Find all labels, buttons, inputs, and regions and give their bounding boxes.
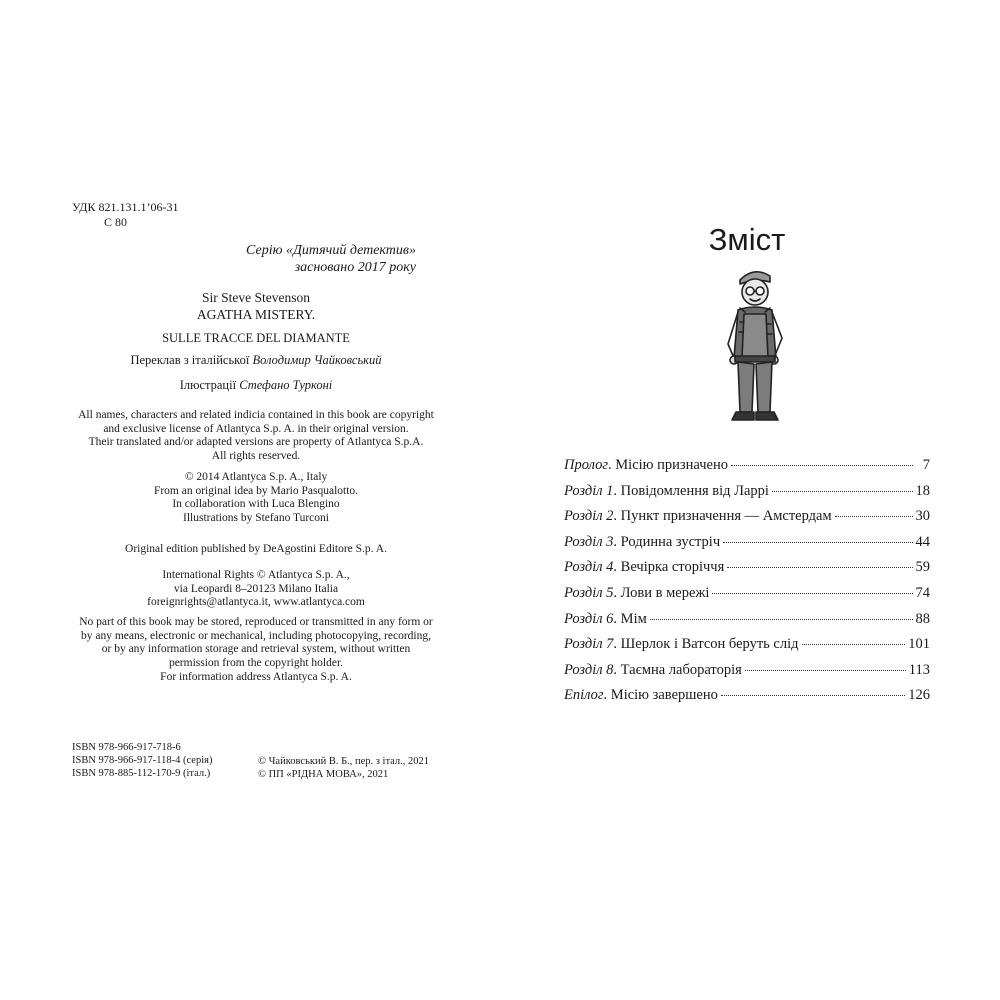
toc-entry-label <box>564 534 720 551</box>
toc-entry[interactable] <box>564 508 930 534</box>
toc-entry[interactable] <box>564 534 930 560</box>
intl-line: International Rights © Atlantyca S.p. A., <box>162 569 350 581</box>
toc-entry-prefix: Розділ 1 <box>564 482 614 499</box>
translation-label: Переклав з італійської <box>130 353 250 367</box>
toc-leader-dots <box>745 670 906 671</box>
series-note <box>96 242 416 276</box>
toc-leader-dots <box>650 619 913 620</box>
toc-page-number: 30 <box>915 508 930 525</box>
original-author: Sir Steve Stevenson <box>202 290 310 305</box>
toc-entry-prefix: Епілог <box>564 687 604 704</box>
toc-entry-label <box>564 483 769 500</box>
illustrator-credit <box>56 378 456 393</box>
toc-entry[interactable] <box>564 457 930 483</box>
contents-title: Зміст <box>708 222 786 257</box>
toc-page-number: 113 <box>908 661 930 678</box>
toc-entry-title: . Пункт призначення — Амстердам <box>613 508 832 525</box>
rights-line: and exclusive license of Atlantyca S.p. A. in their original version. <box>103 422 409 435</box>
toc-entry-label <box>564 662 742 679</box>
isbn-line: ISBN 978-885-112-170-9 (італ.) <box>72 768 211 779</box>
copyright-notice <box>56 471 456 526</box>
toc-entry-prefix: Розділ 2 <box>564 508 614 525</box>
series-note-line-2: засновано 2017 року <box>294 260 416 275</box>
toc-entry-label <box>564 559 724 576</box>
isbn-line: ISBN 978-966-917-718-6 <box>72 742 181 753</box>
original-subtitle: SULLE TRACCE DEL DIAMANTE <box>162 331 350 345</box>
toc-entry-label <box>564 611 647 628</box>
copyright-line: In collaboration with Luca Blengino <box>172 498 340 511</box>
toc-entry[interactable] <box>564 483 930 509</box>
udk-author-code: С 80 <box>104 215 128 229</box>
international-rights <box>56 569 456 610</box>
toc-page-number: 18 <box>915 482 930 499</box>
toc-entry-prefix: Розділ 3 <box>564 533 614 550</box>
copyright-line: From an original idea by Mario Pasqualotto. <box>153 484 359 497</box>
toc-entry-title: . Лови в мережі <box>613 584 710 601</box>
toc-leader-dots <box>723 542 912 543</box>
copyright-line: Illustrations by Stefano Turconi <box>183 512 329 525</box>
toc-entry-prefix: Розділ 7 <box>564 636 614 653</box>
copyright-line: © 2014 Atlantyca S.p. A., Italy <box>184 471 328 483</box>
ua-copyright-line: © ПП «РІДНА МОВА», 2021 <box>258 769 389 780</box>
toc-entry[interactable] <box>564 585 930 611</box>
rights-line: All rights reserved. <box>211 450 301 463</box>
intl-line: foreignrights@atlantyca.it, www.atlantyca.com <box>147 596 365 609</box>
isbn-line: ISBN 978-966-917-118-4 (серія) <box>72 755 213 766</box>
rights-line: All names, characters and related indicia contained in this book are copyright <box>78 409 434 421</box>
noreproduction-line: For information address Atlantyca S.p. A. <box>160 670 352 683</box>
translator-credit <box>56 353 456 368</box>
toc-entry-prefix: Розділ 5 <box>564 584 614 601</box>
original-title: AGATHA MISTERY. <box>196 307 316 322</box>
noreproduction-line: No part of this book may be stored, reproduced or transmitted in any form or <box>79 616 433 628</box>
udk-number: УДК 821.131.1’06-31 <box>72 200 179 214</box>
toc-entry-title: . Родинна зустріч <box>613 533 721 550</box>
toc-leader-dots <box>802 644 906 645</box>
illustrator-name: Стефано Турконі <box>239 378 333 392</box>
mechanic-character-illustration <box>718 262 790 428</box>
toc-entry[interactable] <box>564 662 930 688</box>
rights-line: Their translated and/or adapted versions are property of Atlantyca S.p.A. <box>88 436 424 449</box>
series-note-line-1: Серію «Дитячий детектив» <box>246 243 416 258</box>
toc-entry-prefix: Розділ 8 <box>564 661 614 678</box>
toc-page-number: 74 <box>915 584 930 601</box>
toc-entry-label <box>564 687 718 704</box>
noreproduction-line: or by any information storage and retrieval system, without written <box>101 643 411 656</box>
original-edition-note: Original edition published by DeAgostini Editore S.p. A. <box>125 543 387 555</box>
toc-page-number: 59 <box>915 559 930 576</box>
toc-leader-dots <box>772 491 913 492</box>
illustration-label: Ілюстрації <box>179 378 237 392</box>
toc-leader-dots <box>712 593 912 594</box>
ua-copyright-line: © Чайковський В. Б., пер. з італ., 2021 <box>258 756 430 767</box>
toc-page-number: 88 <box>915 610 930 627</box>
toc-entry-title: . Місію завершено <box>603 687 718 704</box>
toc-entry-title: . Місію призначено <box>608 457 728 473</box>
noreproduction-line: permission from the copyright holder. <box>168 657 344 670</box>
udk-classification <box>72 200 178 230</box>
toc-entry-title: . Таємна лабораторія <box>613 661 742 678</box>
toc-entry[interactable] <box>564 636 930 662</box>
toc-page-number: 101 <box>908 636 930 653</box>
ukrainian-copyright <box>258 755 429 781</box>
toc-entry[interactable] <box>564 687 930 713</box>
toc-entry-label <box>564 636 799 653</box>
table-of-contents <box>564 457 930 713</box>
toc-page-number: 44 <box>915 533 930 550</box>
toc-page-number: 126 <box>908 687 930 704</box>
isbn-list <box>72 741 212 780</box>
toc-entry-title: . Вечірка сторіччя <box>613 559 725 576</box>
toc-entry[interactable] <box>564 559 930 585</box>
toc-leader-dots <box>721 695 905 696</box>
rights-notice <box>56 409 456 464</box>
translator-name: Володимир Чайковський <box>252 353 382 367</box>
toc-entry-prefix: Пролог <box>564 457 609 473</box>
toc-entry-title: . Повідомлення від Ларрі <box>613 482 769 499</box>
toc-leader-dots <box>731 465 913 466</box>
toc-entry-label <box>564 508 832 525</box>
toc-leader-dots <box>835 516 913 517</box>
toc-entry-prefix: Розділ 6 <box>564 610 614 627</box>
no-reproduction-notice <box>56 616 456 685</box>
noreproduction-line: by any means, electronic or mechanical, including photocopying, recording, <box>81 629 431 642</box>
toc-entry-title: . Шерлок і Ватсон беруть слід <box>613 636 799 653</box>
toc-entry[interactable] <box>564 611 930 637</box>
toc-entry-prefix: Розділ 4 <box>564 559 614 576</box>
intl-line: via Leopardi 8–20123 Milano Italia <box>173 582 339 595</box>
toc-page-number: 7 <box>922 457 930 473</box>
toc-entry-label <box>564 585 709 602</box>
toc-entry-title: . Мім <box>613 610 647 627</box>
toc-leader-dots <box>727 567 912 568</box>
toc-entry-label <box>564 457 728 474</box>
